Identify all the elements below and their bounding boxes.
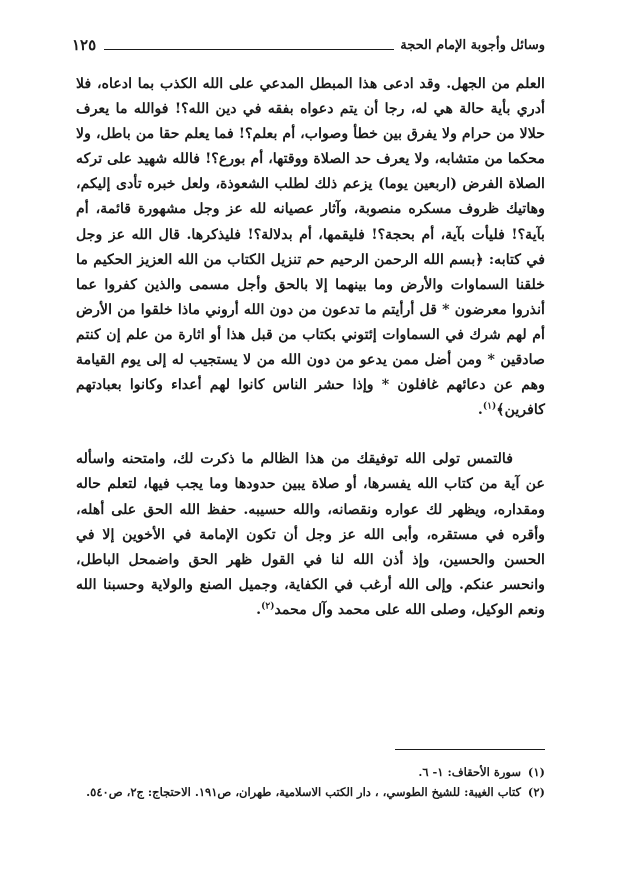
paragraph [76,447,545,623]
footnote-separator [395,749,545,750]
footnote-marker: (٢) [527,785,545,799]
running-title: وسائل وأجوبة الإمام الحجة [400,38,545,53]
footnote-marker: (١) [527,765,545,779]
footnote-reference: (١) [482,401,497,412]
paragraph-end: . [477,402,483,419]
footnote-reference: (٢) [261,601,275,612]
paragraph-text: فالتمس تولى الله توفيقك من هذا الظالم ما ذكرت لك، وامتحنه واسأله عن آية من كتاب الله يفسرها، أو صلاة يبين حدودها وما يجب فيها، لتعلم حاله ومقداره، ويظهر لك عواره ونقصانه، والله حسيبه. حفظ الله الحق على أهله، وأقره في مستقره، وأبى الله عز وجل أن تكون الإمامة في الأخوين إلا في الحسن والحسين، وإذ أذن الله لنا في القول ظهر الحق واضمحل الباطل، وانحسر عنكم. وإلى الله أرغب في الكفاية، وجميل الصنع والولاية وحسبنا الله ونعم الوكيل، وصلى الله على محمد وآل محمد [76,451,545,618]
page-number: ١٢٥ [72,36,97,54]
running-header [72,34,545,54]
paragraph [76,72,545,423]
footnote-text: سورة الأحقاف: ١- ٦. [418,765,521,779]
paragraph-end: . [256,601,262,618]
main-text [76,72,545,623]
footnote [76,782,545,802]
header-rule [104,49,394,50]
footnote [76,762,545,782]
footnote-text: كتاب الغيبة: للشيخ الطوسي، ، دار الكتب الاسلامية، طهران، ص١٩١. الاحتجاج: ج٢، ص٥٤٠. [86,785,521,799]
footnotes [76,762,545,802]
paragraph-text: العلم من الجهل. وقد ادعى هذا المبطل المدعي على الله الكذب بما ادعاه، فلا أدري بأية حالة هي له، رجا أن يتم دعواه بفقه في دين الله؟! فوالله ما يعرف حلالا من حرام ولا يفرق بين خطأ وصواب، أم بعلم؟! فما يعلم حقا من باطل، ولا محكما من متشابه، ولا يعرف حد الصلاة ووقتها، أم بورع؟! فالله شهيد على تركه الصلاة الفرض (اربعين يوما) يزعم ذلك لطلب الشعوذة، ولعل خبره تأدى إليكم، وهاتيك ظروف مسكره منصوبة، وآثار عصيانه لله عز وجل مشهورة قائمة، أم بآية؟! فليأت بآية، أم بحجة؟! فليقمها، أم بدلالة؟! فليذكرها. قال الله عز وجل في كتابه: ﴿بسم الله الرحمن الرحيم حم تنزيل الكتاب من الله العزيز الحكيم ما خلقنا السماوات والأرض وما بينهما إلا بالحق وأجل مسمى والذين كفروا عما أنذروا معرضون * قل أرأيتم ما تدعون من دون الله أروني ماذا خلقوا من الأرض أم لهم شرك في السماوات إئتوني بكتاب من قبل هذا أو اثارة من علم إن كنتم صادقين * ومن أضل ممن يدعو من دون الله من لا يستجيب له إلى يوم القيامة وهم عن دعائهم غافلون * وإذا حشر الناس كانوا لهم أعداء وكانوا بعبادتهم كافرين﴾ [76,76,545,419]
